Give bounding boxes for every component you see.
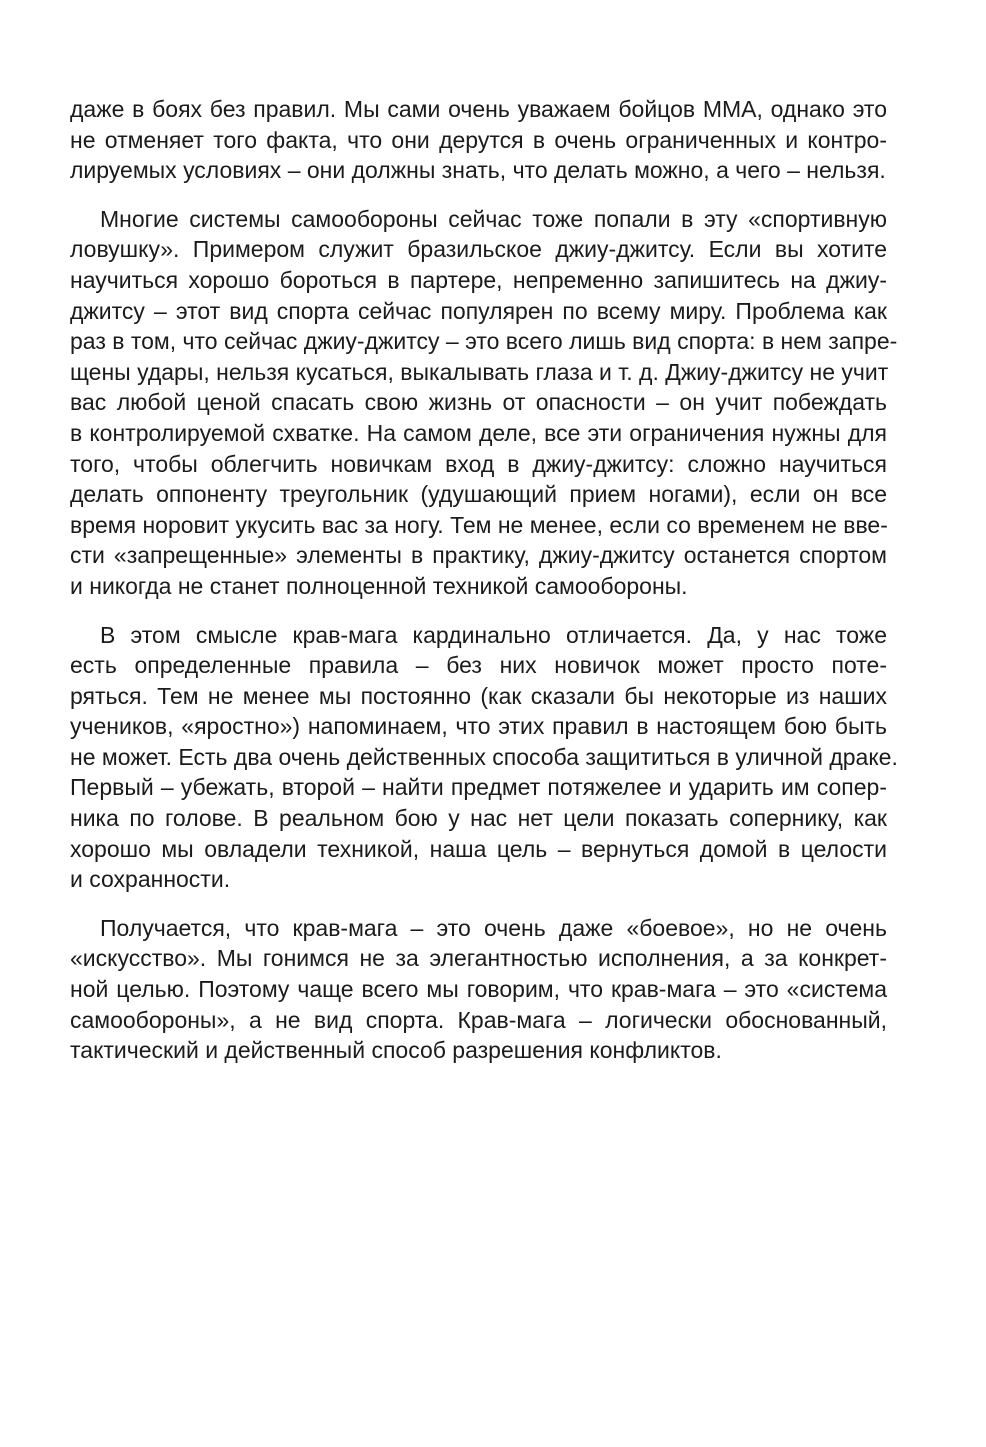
text-line: лируемых условиях – они должны знать, что делать можно, а чего – нельзя. xyxy=(70,157,886,184)
text-line: даже в боях без правил. Мы сами очень уважаем бойцов ММА, однако это xyxy=(70,96,887,122)
text-line: ника по голове. В реальном бою у нас нет цели показать сопернику, как xyxy=(70,805,887,832)
text-line: ной целью. Поэтому чаще всего мы говорим, что крав-мага – это «система xyxy=(70,976,887,1003)
text-line: ряться. Тем не менее мы постоянно (как сказали бы некоторые из наших xyxy=(70,682,887,709)
text-line: В этом смысле крав-мага кардинально отличается. Да, у нас тоже xyxy=(100,621,887,648)
text-line: Многие системы самообороны сейчас тоже попали в эту «спортивную xyxy=(100,205,887,232)
text-line: самообороны», а не вид спорта. Крав-мага – логически обоснованный, xyxy=(70,1006,887,1033)
text-line: ловушку». Примером служит бразильское джиу-джитсу. Если вы хотите xyxy=(70,236,887,263)
paragraph xyxy=(70,620,898,895)
paragraph xyxy=(70,94,887,186)
text-line: не отменяет того факта, что они дерутся в очень ограниченных и контро- xyxy=(70,126,887,153)
text-line: научиться хорошо бороться в партере, непременно запишитесь на джиу- xyxy=(70,266,887,293)
text-line: учеников, «яростно») напоминаем, что этих правил в настоящем бою быть xyxy=(70,713,887,740)
text-line: Получается, что крав-мага – это очень даже «боевое», но не очень xyxy=(100,914,887,941)
text-line: есть определенные правила – без них новичок может просто поте- xyxy=(70,652,887,679)
text-line: щены удары, нельзя кусаться, выкалывать глаза и т. д. Джиу-джитсу не учит xyxy=(70,358,889,385)
text-line: джитсу – этот вид спорта сейчас популярен по всему миру. Проблема как xyxy=(70,297,887,324)
paragraph xyxy=(70,913,887,1066)
paragraph xyxy=(70,204,898,602)
text-line: того, чтобы облегчить новичкам вход в джиу-джитсу: сложно научиться xyxy=(70,450,887,477)
text-line: раз в том, что сейчас джиу-джитсу – это всего лишь вид спорта: в нем запре- xyxy=(70,328,898,355)
text-line: не может. Есть два очень действенных способа защититься в уличной драке. xyxy=(70,743,898,770)
book-page-text xyxy=(70,94,898,1084)
text-line: хорошо мы овладели техникой, наша цель – вернуться домой в целости xyxy=(70,835,887,862)
text-line: тактический и действенный способ разрешения конфликтов. xyxy=(70,1037,722,1064)
text-line: вас любой ценой спасать свою жизнь от опасности – он учит побеждать xyxy=(70,389,887,416)
text-line: время норовит укусить вас за ногу. Тем не менее, если со временем не вве- xyxy=(70,511,888,538)
text-line: в контролируемой схватке. На самом деле, все эти ограничения нужны для xyxy=(70,419,887,446)
text-line: и никогда не станет полноценной техникой самообороны. xyxy=(70,572,688,599)
text-line: и сохранности. xyxy=(70,866,231,893)
text-line: сти «запрещенные» элементы в практику, джиу-джитсу останется спортом xyxy=(70,542,887,569)
text-line: делать оппоненту треугольник (удушающий прием ногами), если он все xyxy=(70,481,887,508)
text-line: Первый – убежать, второй – найти предмет потяжелее и ударить им сопер- xyxy=(70,774,887,801)
text-line: «искусство». Мы гонимся не за элегантностью исполнения, а за конкрет- xyxy=(70,945,887,972)
